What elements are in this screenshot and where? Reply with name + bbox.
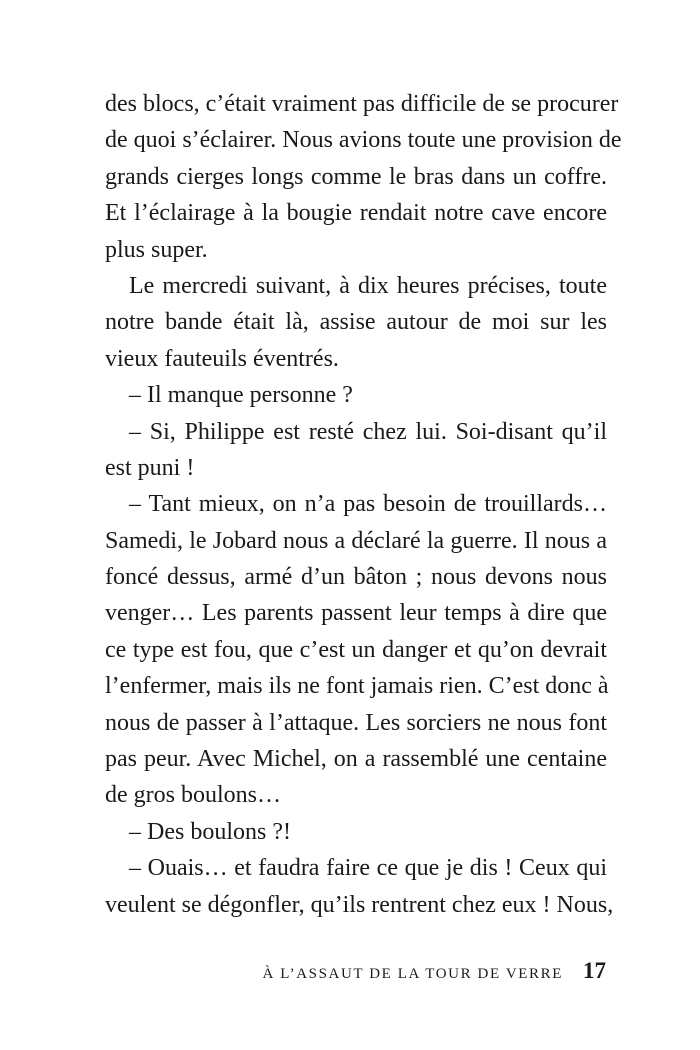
text-line: Et l’éclairage à la bougie rendait notre cave encore <box>105 200 607 227</box>
text-line: pas peur. Avec Michel, on a rassemblé une centaine <box>105 746 607 773</box>
page-footer <box>262 958 606 988</box>
text-line: vieux fauteuils éventrés. <box>105 345 339 372</box>
running-head: À L’ASSAUT DE LA TOUR DE VERRE <box>262 966 563 982</box>
text-line: des blocs, c’était vraiment pas difficile de se procurer <box>105 91 619 117</box>
page-number: 17 <box>583 958 606 983</box>
text-line: grands cierges longs comme le bras dans un coffre. <box>105 163 607 190</box>
text-line: venger… Les parents passent leur temps à dire que <box>105 600 607 627</box>
text-line: nous de passer à l’attaque. Les sorciers ne nous font <box>105 709 607 736</box>
text-line: Le mercredi suivant, à dix heures précises, toute <box>129 272 607 299</box>
text-line: de quoi s’éclairer. Nous avions toute une provision de <box>105 127 622 154</box>
text-line: ce type est fou, que c’est un danger et qu’on devrait <box>105 636 607 663</box>
text-line: – Ouais… et faudra faire ce que je dis ! Ceux qui <box>129 855 607 882</box>
text-line: l’enfermer, mais ils ne font jamais rien. C’est donc à <box>105 673 609 700</box>
text-line: foncé dessus, armé d’un bâton ; nous devons nous <box>105 564 607 591</box>
text-line: notre bande était là, assise autour de moi sur les <box>105 309 607 336</box>
text-line: Samedi, le Jobard nous a déclaré la guerre. Il nous a <box>105 527 607 554</box>
body-text <box>105 86 622 923</box>
text-line: est puni ! <box>105 454 195 481</box>
text-line: de gros boulons… <box>105 782 281 809</box>
text-line: – Si, Philippe est resté chez lui. Soi-disant qu’il <box>129 418 607 445</box>
text-line: plus super. <box>105 236 208 263</box>
text-line: – Des boulons ?! <box>129 818 291 845</box>
text-line: – Tant mieux, on n’a pas besoin de trouillards… <box>129 491 607 518</box>
text-line: – Il manque personne ? <box>129 382 353 409</box>
text-line: veulent se dégonfler, qu’ils rentrent chez eux ! Nous, <box>105 891 614 918</box>
